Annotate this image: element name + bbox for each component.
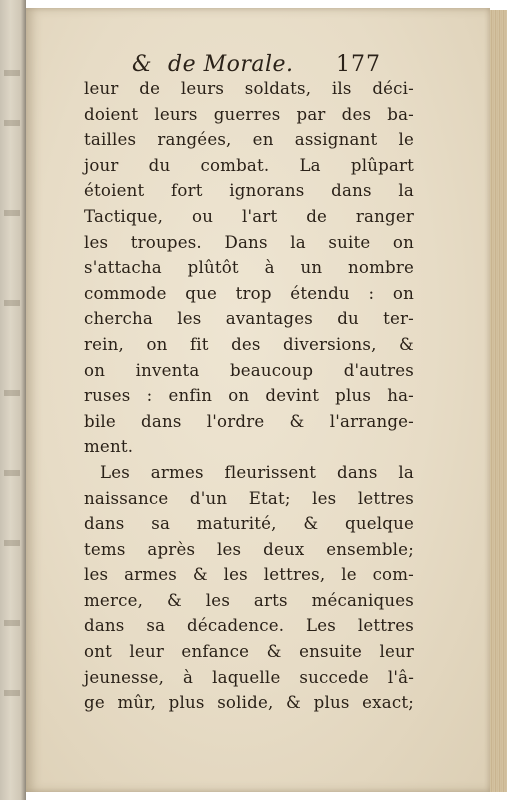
- ink-bleed-mark: [4, 390, 20, 396]
- text-line: commode que trop étendu : on: [84, 283, 414, 303]
- page-edges: [490, 10, 507, 792]
- text-line: s'attacha plûtôt à un nombre: [84, 258, 414, 278]
- running-title: de Morale.: [168, 52, 294, 77]
- ampersand-ornament: &: [132, 52, 152, 77]
- text-line: doient leurs guerres par des ba-: [84, 104, 414, 124]
- text-line: dans sa décadence. Les lettres: [84, 616, 414, 636]
- text-line: rein, on fit des diversions, &: [84, 334, 414, 354]
- text-line: dans sa maturité, & quelque: [84, 514, 414, 534]
- text-line: ruses : enfin on devint plus ha-: [84, 386, 414, 406]
- text-line: Les armes fleurissent dans la: [100, 462, 414, 482]
- text-line: étoient fort ignorans dans la: [84, 181, 414, 201]
- text-line: on inventa beaucoup d'autres: [84, 360, 414, 380]
- ink-bleed-mark: [4, 620, 20, 626]
- text-line: naissance d'un Etat; les lettres: [84, 488, 414, 508]
- ink-bleed-mark: [4, 540, 20, 546]
- text-line: Tactique, ou l'art de ranger: [84, 206, 414, 226]
- text-line: merce, & les arts mécaniques: [84, 590, 414, 610]
- text-line: jour du combat. La plûpart: [84, 155, 414, 175]
- text-line: tailles rangées, en assignant le: [84, 130, 414, 150]
- text-line: leur de leurs soldats, ils déci-: [84, 79, 414, 98]
- page-number: 177: [336, 52, 381, 77]
- text-line: ont leur enfance & ensuite leur: [84, 642, 414, 662]
- ink-bleed-mark: [4, 300, 20, 306]
- ink-bleed-mark: [4, 470, 20, 476]
- text-line: jeunesse, à laquelle succede l'â-: [84, 667, 414, 687]
- text-line: ge mûr, plus solide, & plus exact;: [84, 693, 414, 713]
- body-text: [84, 76, 414, 716]
- text-line: ment.: [84, 437, 134, 457]
- text-line: bile dans l'ordre & l'arrange-: [84, 411, 414, 431]
- ink-bleed-mark: [4, 690, 20, 696]
- text-line: les troupes. Dans la suite on: [84, 232, 414, 252]
- text-line: les armes & les lettres, le com-: [84, 565, 414, 585]
- ink-bleed-mark: [4, 70, 20, 76]
- text-line: tems après les deux ensemble;: [84, 539, 414, 559]
- ink-bleed-mark: [4, 210, 20, 216]
- text-line: chercha les avantages du ter-: [84, 309, 414, 329]
- facing-page-edge: [0, 0, 26, 800]
- ink-bleed-mark: [4, 120, 20, 126]
